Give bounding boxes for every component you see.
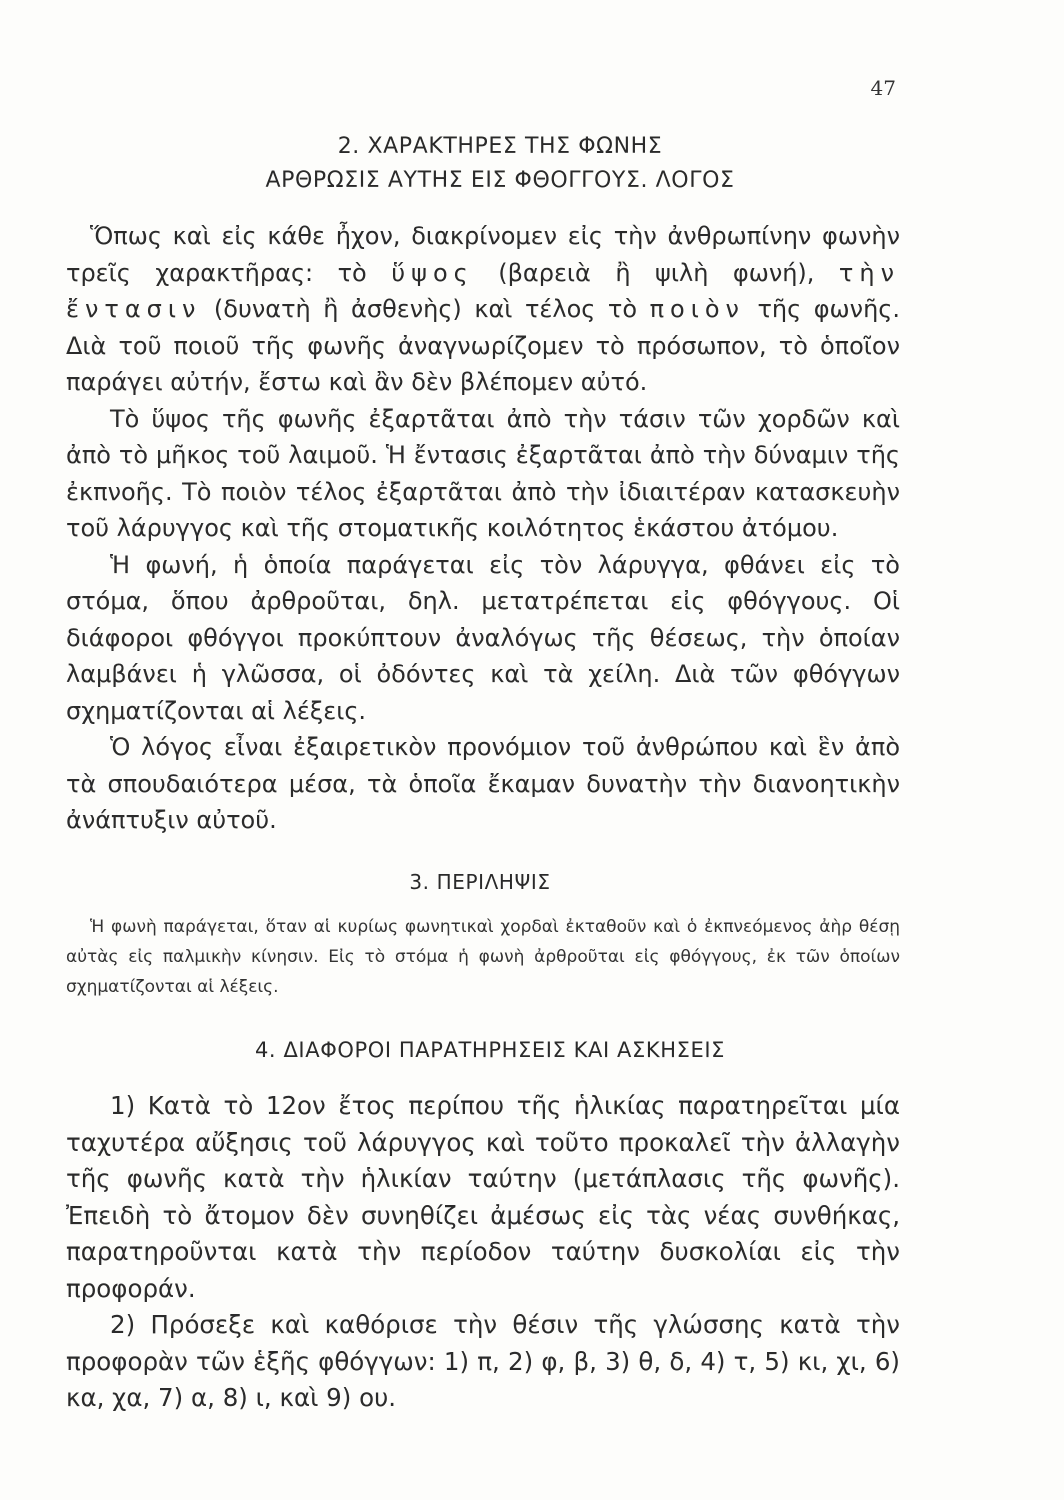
section-2-paragraph-3: Ἡ φωνή, ἡ ὁποία παράγεται εἰς τὸν λάρυγγα, φθάνει εἰς τὸ στόμα, ὅπου ἀρθροῦται, δηλ. μετατρέπεται εἰς φθόγγους. Οἱ διάφοροι φθόγγοι προκύπτουν ἀναλόγως τῆς θέσεως, τὴν ὁποίαν λαμβάνει ἡ γλῶσσα, οἱ ὀδόντες καὶ τὰ χείλη. Διὰ τῶν φθόγγων σχηματίζονται αἱ λέξεις. [66,550,900,725]
section-2-title-line-2: ΑΡΘΡΩΣΙΣ ΑΥΤΗΣ ΕΙΣ ΦΘΟΓΓΟΥΣ. ΛΟΓΟΣ [265,168,735,193]
section-3-heading: 3. ΠΕΡΙΛΗΨΙΣ [409,870,551,894]
section-3-summary [66,912,900,1002]
p1-term-quality: ποιὸν [649,295,745,323]
p1-term-intensity: τὴν ἔντασιν [66,258,900,323]
section-4-body [66,1088,900,1417]
section-2-heading [0,130,1000,198]
p1-text-d: τῆς φωνῆς. Διὰ τοῦ ποιοῦ τῆς φωνῆς ἀναγνωρίζομεν τὸ πρόσωπον, τὸ ὁποῖον παράγει αὐτήν, ἔστω καὶ ἂν δὲν βλέπομεν αὐτό. [66,295,900,396]
section-2-paragraph-4: Ὁ λόγος εἶναι ἐξαιρετικὸν προνόμιον τοῦ ἀνθρώπου καὶ ἓν ἀπὸ τὰ σπουδαιότερα μέσα, τὰ ὁποῖα ἔκαμαν δυνατὴν τὴν διανοητικὴν ἀνάπτυξιν αὐτοῦ. [66,733,900,834]
section-2-paragraph-1 [66,218,900,401]
page-number: 47 [870,76,896,100]
section-2-body [66,218,900,839]
section-4-heading: 4. ΔΙΑΦΟΡΟΙ ΠΑΡΑΤΗΡΗΣΕΙΣ ΚΑΙ ΑΣΚΗΣΕΙΣ [254,1038,726,1062]
summary-paragraph: Ἡ φωνὴ παράγεται, ὅταν αἱ κυρίως φωνητικαὶ χορδαὶ ἐκταθοῦν καὶ ὁ ἐκπνεόμενος ἀὴρ θέσῃ αὐτὰς εἰς παλμικὴν κίνησιν. Εἰς τὸ στόμα ἡ φωνὴ ἀρθροῦται εἰς φθόγγους, ἐκ τῶν ὁποίων σχηματίζονται αἱ λέξεις. [66,917,900,997]
section-2-title-line-1: 2. ΧΑΡΑΚΤΗΡΕΣ ΤΗΣ ΦΩΝΗΣ [337,134,663,159]
section-2-paragraph-2: Τὸ ὕψος τῆς φωνῆς ἐξαρτᾶται ἀπὸ τὴν τάσιν τῶν χορδῶν καὶ ἀπὸ τὸ μῆκος τοῦ λαιμοῦ. Ἡ ἔντασις ἐξαρτᾶται ἀπὸ τὴν δύναμιν τῆς ἐκπνοῆς. Τὸ ποιὸν τέλος ἐξαρτᾶται ἀπὸ τὴν ἰδιαιτέραν κατασκευὴν τοῦ λάρυγγος καὶ τῆς στοματικῆς κοιλότητος ἑκάστου ἀτόμου. [66,404,900,542]
exercise-item-1: 1) Κατὰ τὸ 12ον ἔτος περίπου τῆς ἡλικίας παρατηρεῖται μία ταχυτέρα αὔξησις τοῦ λάρυγγος καὶ τοῦτο προκαλεῖ τὴν ἀλλαγὴν τῆς φωνῆς κατὰ τὴν ἡλικίαν ταύτην (μετάπλασις τῆς φωνῆς). Ἐπειδὴ τὸ ἄτομον δὲν συνηθίζει ἀμέσως εἰς τὰς νέας συνθήκας, παρατηροῦνται κατὰ τὴν περίοδον ταύτην δυσκολίαι εἰς τὴν προφοράν. [66,1091,900,1303]
p1-text-b: (βαρειὰ ἢ ψιλὴ φωνή), [473,258,839,287]
exercise-item-2: 2) Πρόσεξε καὶ καθόρισε τὴν θέσιν τῆς γλώσσης κατὰ τὴν προφορὰν τῶν ἑξῆς φθόγγων: 1) π, 2) φ, β, 3) θ, δ, 4) τ, 5) κι, χι, 6) κα, χα, 7) α, 8) ι, καὶ 9) ου. [66,1310,900,1412]
p1-text-a: Ὅπως καὶ εἰς κάθε ἦχον, διακρίνομεν εἰς τὴν ἀνθρωπίνην φωνὴν τρεῖς χαρακτῆρας: τὸ [66,222,900,287]
p1-term-pitch: ὕψος [391,258,474,287]
p1-text-c: (δυνατὴ ἢ ἀσθενὴς) καὶ τέλος τὸ [201,295,650,323]
